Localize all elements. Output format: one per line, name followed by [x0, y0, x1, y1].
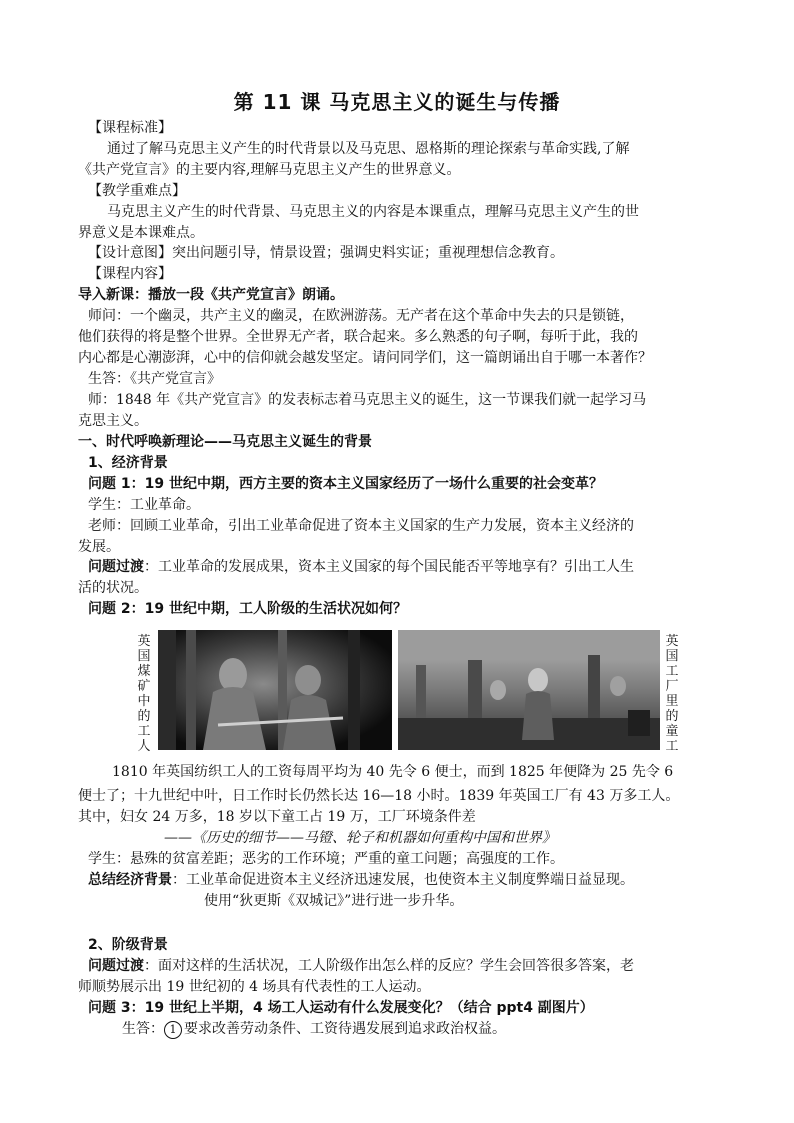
- design-text: 【设计意图】突出问题引导，情景设置；强调史料实证；重视理想信念教育。: [88, 245, 564, 261]
- caption-right: 英国工厂里的童工: [665, 634, 679, 754]
- standard-heading: 【课程标准】: [88, 120, 172, 136]
- teacher-text-3: 内心都是心潮澎湃，心中的信仰就会越发坚定。请问同学们，这一篇朗诵出自于哪一本著作？: [78, 350, 652, 366]
- student-answer-1: 生答：《共产党宣言》: [88, 371, 221, 387]
- teacher-text-2: 他们获得的将是整个世界。全世界无产者，联合起来。多么熟悉的句子啊，每听于此，我的: [78, 329, 638, 345]
- teacher-text-5: 克思主义。: [78, 413, 148, 429]
- quote-line-1: 1810 年英国纺织工人的工资每周平均为 40 先令 6 便士，而到 1825 年便降为 25 先令 6: [112, 764, 674, 780]
- question-2: 问题 2：19 世纪中期，工人阶级的生活状况如何？: [88, 601, 407, 617]
- photo-coal-miners: [158, 630, 392, 750]
- question-1: 问题 1：19 世纪中期，西方主要的资本主义国家经历了一场什么重要的社会变革？: [88, 476, 603, 492]
- subsection-heading-economic: 1、经济背景: [88, 455, 168, 471]
- teacher-text-6: 老师：回顾工业革命，引出工业革命促进了资本主义国家的生产力发展，资本主义经济的: [88, 518, 634, 534]
- numbered-circle-icon: 1: [164, 1021, 182, 1039]
- key-heading: 【教学重难点】: [88, 183, 186, 199]
- standard-text-2: 《共产党宣言》的主要内容,理解马克思主义产生的世界意义。: [78, 162, 461, 178]
- transition-label: 问题过渡: [88, 559, 144, 575]
- transition-2-label: 问题过渡: [88, 958, 144, 974]
- teacher-text-1: 师问：一个幽灵，共产主义的幽灵，在欧洲游荡。无产者在这个革命中失去的只是锁链，: [88, 308, 634, 324]
- summary-text-2: 使用“狄更斯《双城记》”进行进一步升华。: [204, 893, 464, 909]
- content-heading: 【课程内容】: [88, 266, 172, 282]
- section-heading-1: 一、时代呼唤新理论——马克思主义诞生的背景: [78, 434, 372, 450]
- key-text-1: 马克思主义产生的时代背景、马克思主义的内容是本课重点，理解马克思主义产生的世: [107, 204, 639, 220]
- question-3: 问题 3：19 世纪上半期，4 场工人运动有什么发展变化？（结合 ppt4 副图片）: [88, 1000, 594, 1016]
- teacher-text-4: 师：1848 年《共产党宣言》的发表标志着马克思主义的诞生，这一节课我们就一起学习马: [88, 392, 647, 408]
- key-text-2: 界意义是本课难点。: [78, 225, 204, 241]
- student-answer-3: 学生：悬殊的贫富差距；恶劣的工作环境；严重的童工问题；高强度的工作。: [88, 851, 564, 867]
- transition-2: [88, 956, 738, 976]
- summary-label: 总结经济背景: [88, 872, 172, 888]
- answer-text: 要求改善劳动条件、工资待遇发展到追求政治权益。: [184, 1021, 506, 1037]
- teacher-text-7: 发展。: [78, 539, 120, 555]
- student-answer-4: [122, 1019, 772, 1039]
- student-answer-2: 学生：工业革命。: [88, 497, 200, 513]
- page-title: 第 11 课 马克思主义的诞生与传播: [233, 90, 561, 114]
- quote-line-2: 便士了；十九世纪中叶，日工作时长仍然长达 16—18 小时。1839 年英国工厂有 43 万多工人。: [78, 788, 680, 804]
- answer-prefix: 生答：: [122, 1021, 164, 1037]
- standard-text-1: 通过了解马克思主义产生的时代背景以及马克思、恩格斯的理论探索与革命实践,了解: [107, 141, 630, 157]
- summary-economic: [88, 870, 738, 890]
- subsection-heading-class: 2、阶级背景: [88, 937, 168, 953]
- transition-2-cont: 师顺势展示出 19 世纪初的 4 场具有代表性的工人运动。: [78, 979, 431, 995]
- transition-1-cont: 活的状况。: [78, 580, 148, 596]
- transition-2-text: ：面对这样的生活状况，工人阶级作出怎么样的反应？学生会回答很多答案，老: [144, 958, 634, 974]
- quote-line-3: 其中，妇女 24 万多，18 岁以下童工占 19 万，工厂环境条件差: [78, 809, 476, 825]
- transition-text: ：工业革命的发展成果，资本主义国家的每个国民能否平等地享有？引出工人生: [144, 559, 634, 575]
- intro-heading: 导入新课：播放一段《共产党宣言》朗诵。: [78, 287, 344, 303]
- photo-child-laborers: [398, 630, 660, 750]
- transition-1: [88, 557, 738, 577]
- quote-source: ——《历史的细节——马镫、轮子和机器如何重构中国和世界》: [164, 830, 556, 846]
- summary-text: ：工业革命促进资本主义经济迅速发展，也使资本主义制度弊端日益显现。: [172, 872, 634, 888]
- caption-left: 英国煤矿中的工人: [137, 634, 151, 754]
